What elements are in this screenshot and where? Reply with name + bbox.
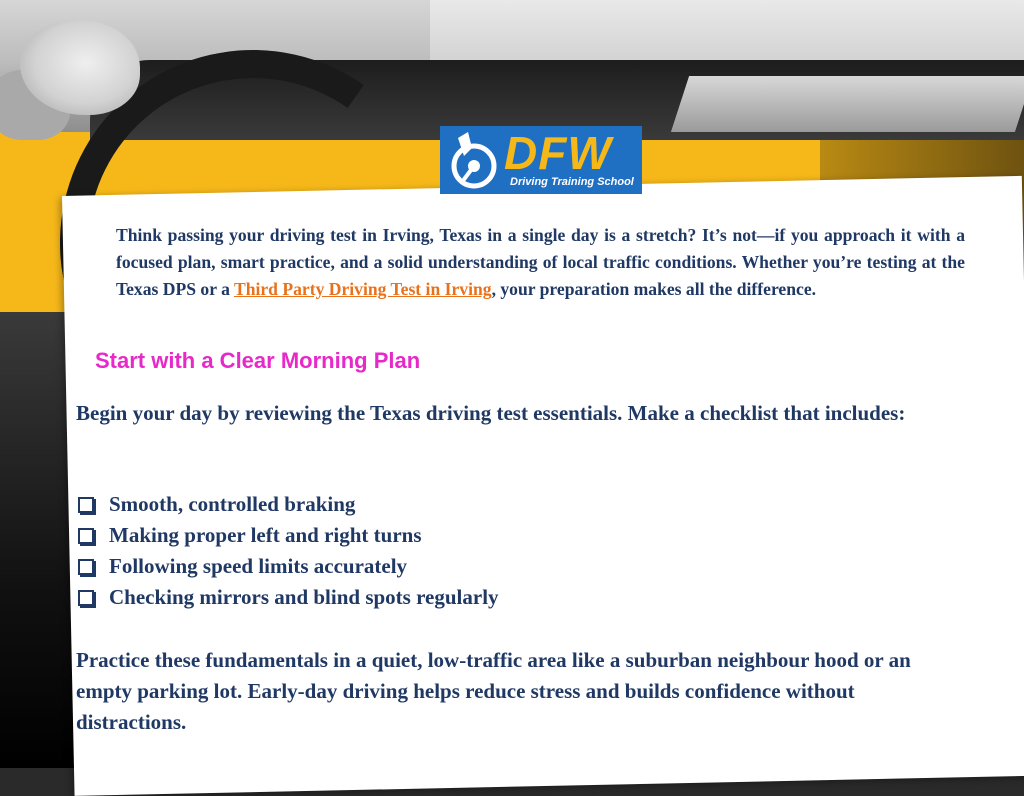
checklist-intro-paragraph: Begin your day by reviewing the Texas driving test essentials. Make a checklist that includes: [76, 401, 906, 425]
section-heading: Start with a Clear Morning Plan [95, 348, 421, 373]
checklist-item [76, 582, 499, 613]
logo-wordmark: DFW [504, 127, 612, 179]
checklist-item-label: Checking mirrors and blind spots regularly [109, 585, 499, 609]
intro-text-end: , your preparation makes all the difference. [491, 279, 817, 299]
dfw-logo [440, 126, 642, 194]
checklist [76, 489, 499, 613]
checklist-item [76, 489, 499, 520]
intro-text-start: Think passing your driving test in Irving, Texas in a single day is a stretch? It’s not—if you approach it with a focused plan, smart practice, and a solid understanding of local traffic conditions. Whether you’re testing at the Texas DPS or a [116, 225, 965, 299]
checkbox-bullet-icon [78, 590, 94, 606]
third-party-test-link[interactable]: Third Party Driving Test in Irving [233, 279, 492, 299]
checklist-item [76, 520, 499, 551]
checkbox-bullet-icon [78, 497, 94, 513]
checkbox-bullet-icon [78, 528, 94, 544]
checkbox-bullet-icon [78, 559, 94, 575]
checklist-item [76, 551, 499, 582]
logo-subtitle: Driving Training School [510, 176, 634, 188]
practice-paragraph: Practice these fundamentals in a quiet, low-traffic area like a suburban neighbour hood or an empty parking lot. Early-day driving helps reduce stress and builds confidence without distractions. [76, 648, 911, 734]
steering-hand-icon [440, 126, 510, 194]
checklist-item-label: Following speed limits accurately [109, 554, 408, 578]
checklist-item-label: Smooth, controlled braking [109, 492, 356, 516]
checklist-item-label: Making proper left and right turns [109, 523, 422, 547]
intro-paragraph [116, 222, 965, 303]
